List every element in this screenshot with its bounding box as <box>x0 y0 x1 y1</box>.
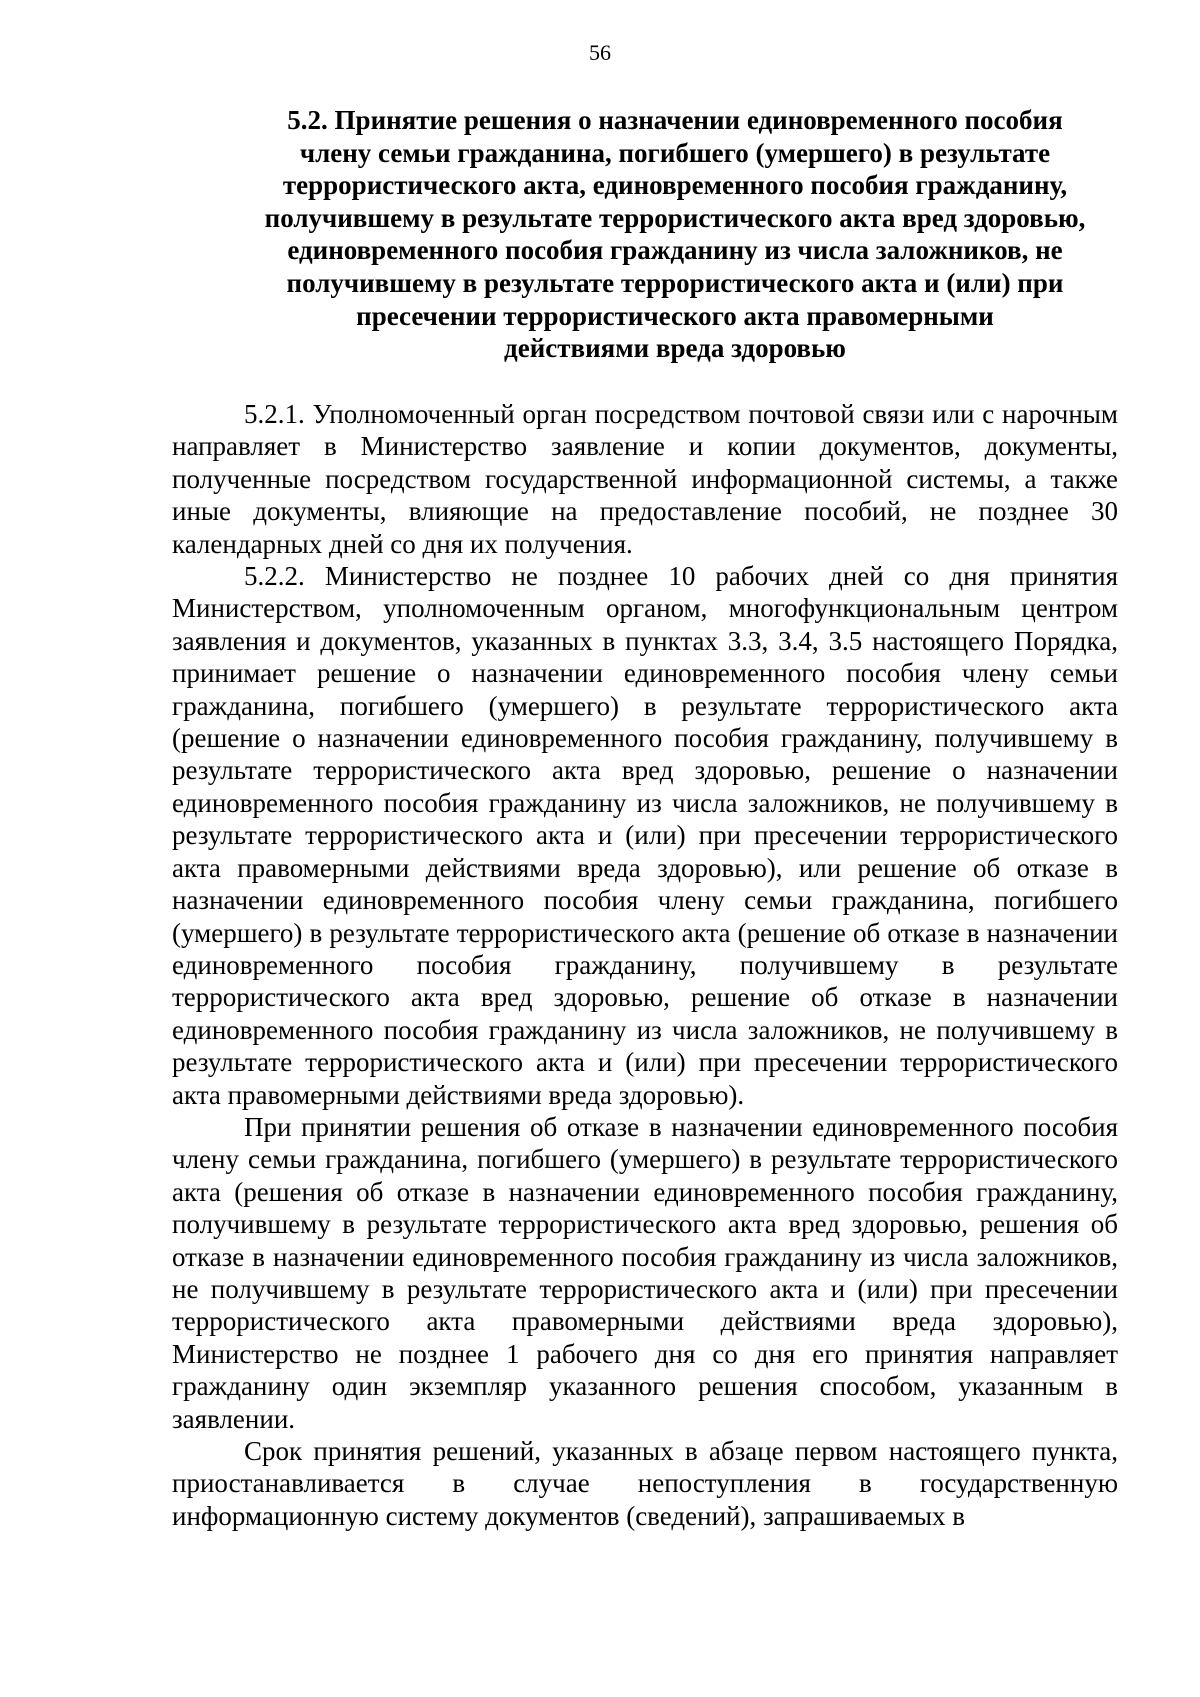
paragraph-5-2-1: 5.2.1. Уполномоченный орган посредством почтовой связи или с нарочным направляет в Министерство заявление и копии документов, документы, полученные посредством государственной информационной системы, а также иные документы, влияющие на предоставление пособий, не позднее 30 календарных дней со дня их получения. <box>172 399 1118 559</box>
heading-line: члену семьи гражданина, погибшего (умершего) в результате <box>299 137 1051 168</box>
heading-line: действиями вреда здоровью <box>504 333 846 364</box>
heading-line: получившему в результате террористического акта вред здоровью, <box>264 202 1086 233</box>
heading-line: пресечении террористического акта правомерными <box>356 300 994 331</box>
paragraph-decision-term: Срок принятия решений, указанных в абзаце первом настоящего пункта, приостанавливается в случае непоступления в государственную информационную систему документов (сведений), запрашиваемых в <box>172 1436 1118 1531</box>
heading-line: получившему в результате террористического акта и (или) при <box>286 267 1064 298</box>
body-text <box>172 398 1118 1532</box>
heading-line: 5.2. Принятие решения о назначении единовременного пособия <box>287 105 1063 135</box>
heading-line: террористического акта, единовременного пособия гражданину, <box>282 170 1068 201</box>
paragraph-5-2-2: 5.2.2. Министерство не позднее 10 рабочих дней со дня принятия Министерством, уполномоченным органом, многофункциональным центром заявления и документов, указанных в пунктах 3.3, 3.4, 3.5 настоящего Порядка, принимает решение о назначении единовременного пособия члену семьи гражданина, погибшего (умершего) в результате террористического акта (решение о назначении единовременного пособия гражданину, получившему в результате террористического акта вред здоровью, решение о назначении единовременного пособия гражданину из числа заложников, не получившему в результате террористического акта и (или) при пресечении террористического акта правомерными действиями вреда здоровью), или решение об отказе в назначении единовременного пособия члену семьи гражданина, погибшего (умершего) в результате террористического акта (решение об отказе в назначении единовременного пособия гражданину, получившему в результате террористического акта вред здоровью, решение об отказе в назначении единовременного пособия гражданину из числа заложников, не получившему в результате террористического акта и (или) при пресечении террористического акта правомерными действиями вреда здоровью). <box>172 561 1118 1110</box>
heading-line: единовременного пособия гражданину из числа заложников, не <box>287 235 1063 266</box>
paragraph-refusal-notice: При принятии решения об отказе в назначении единовременного пособия члену семьи гражданина, погибшего (умершего) в результате террористического акта (решения об отказе в назначении единовременного пособия гражданину, получившему в результате террористического акта вред здоровью, решения об отказе в назначении единовременного пособия гражданину из числа заложников, не получившему в результате террористического акта и (или) при пресечении террористического акта правомерными действиями вреда здоровью), Министерство не позднее 1 рабочего дня со дня его принятия направляет гражданину один экземпляр указанного решения способом, указанным в заявлении. <box>172 1111 1118 1434</box>
page-number: 56 <box>589 40 611 65</box>
section-heading <box>160 104 1190 365</box>
